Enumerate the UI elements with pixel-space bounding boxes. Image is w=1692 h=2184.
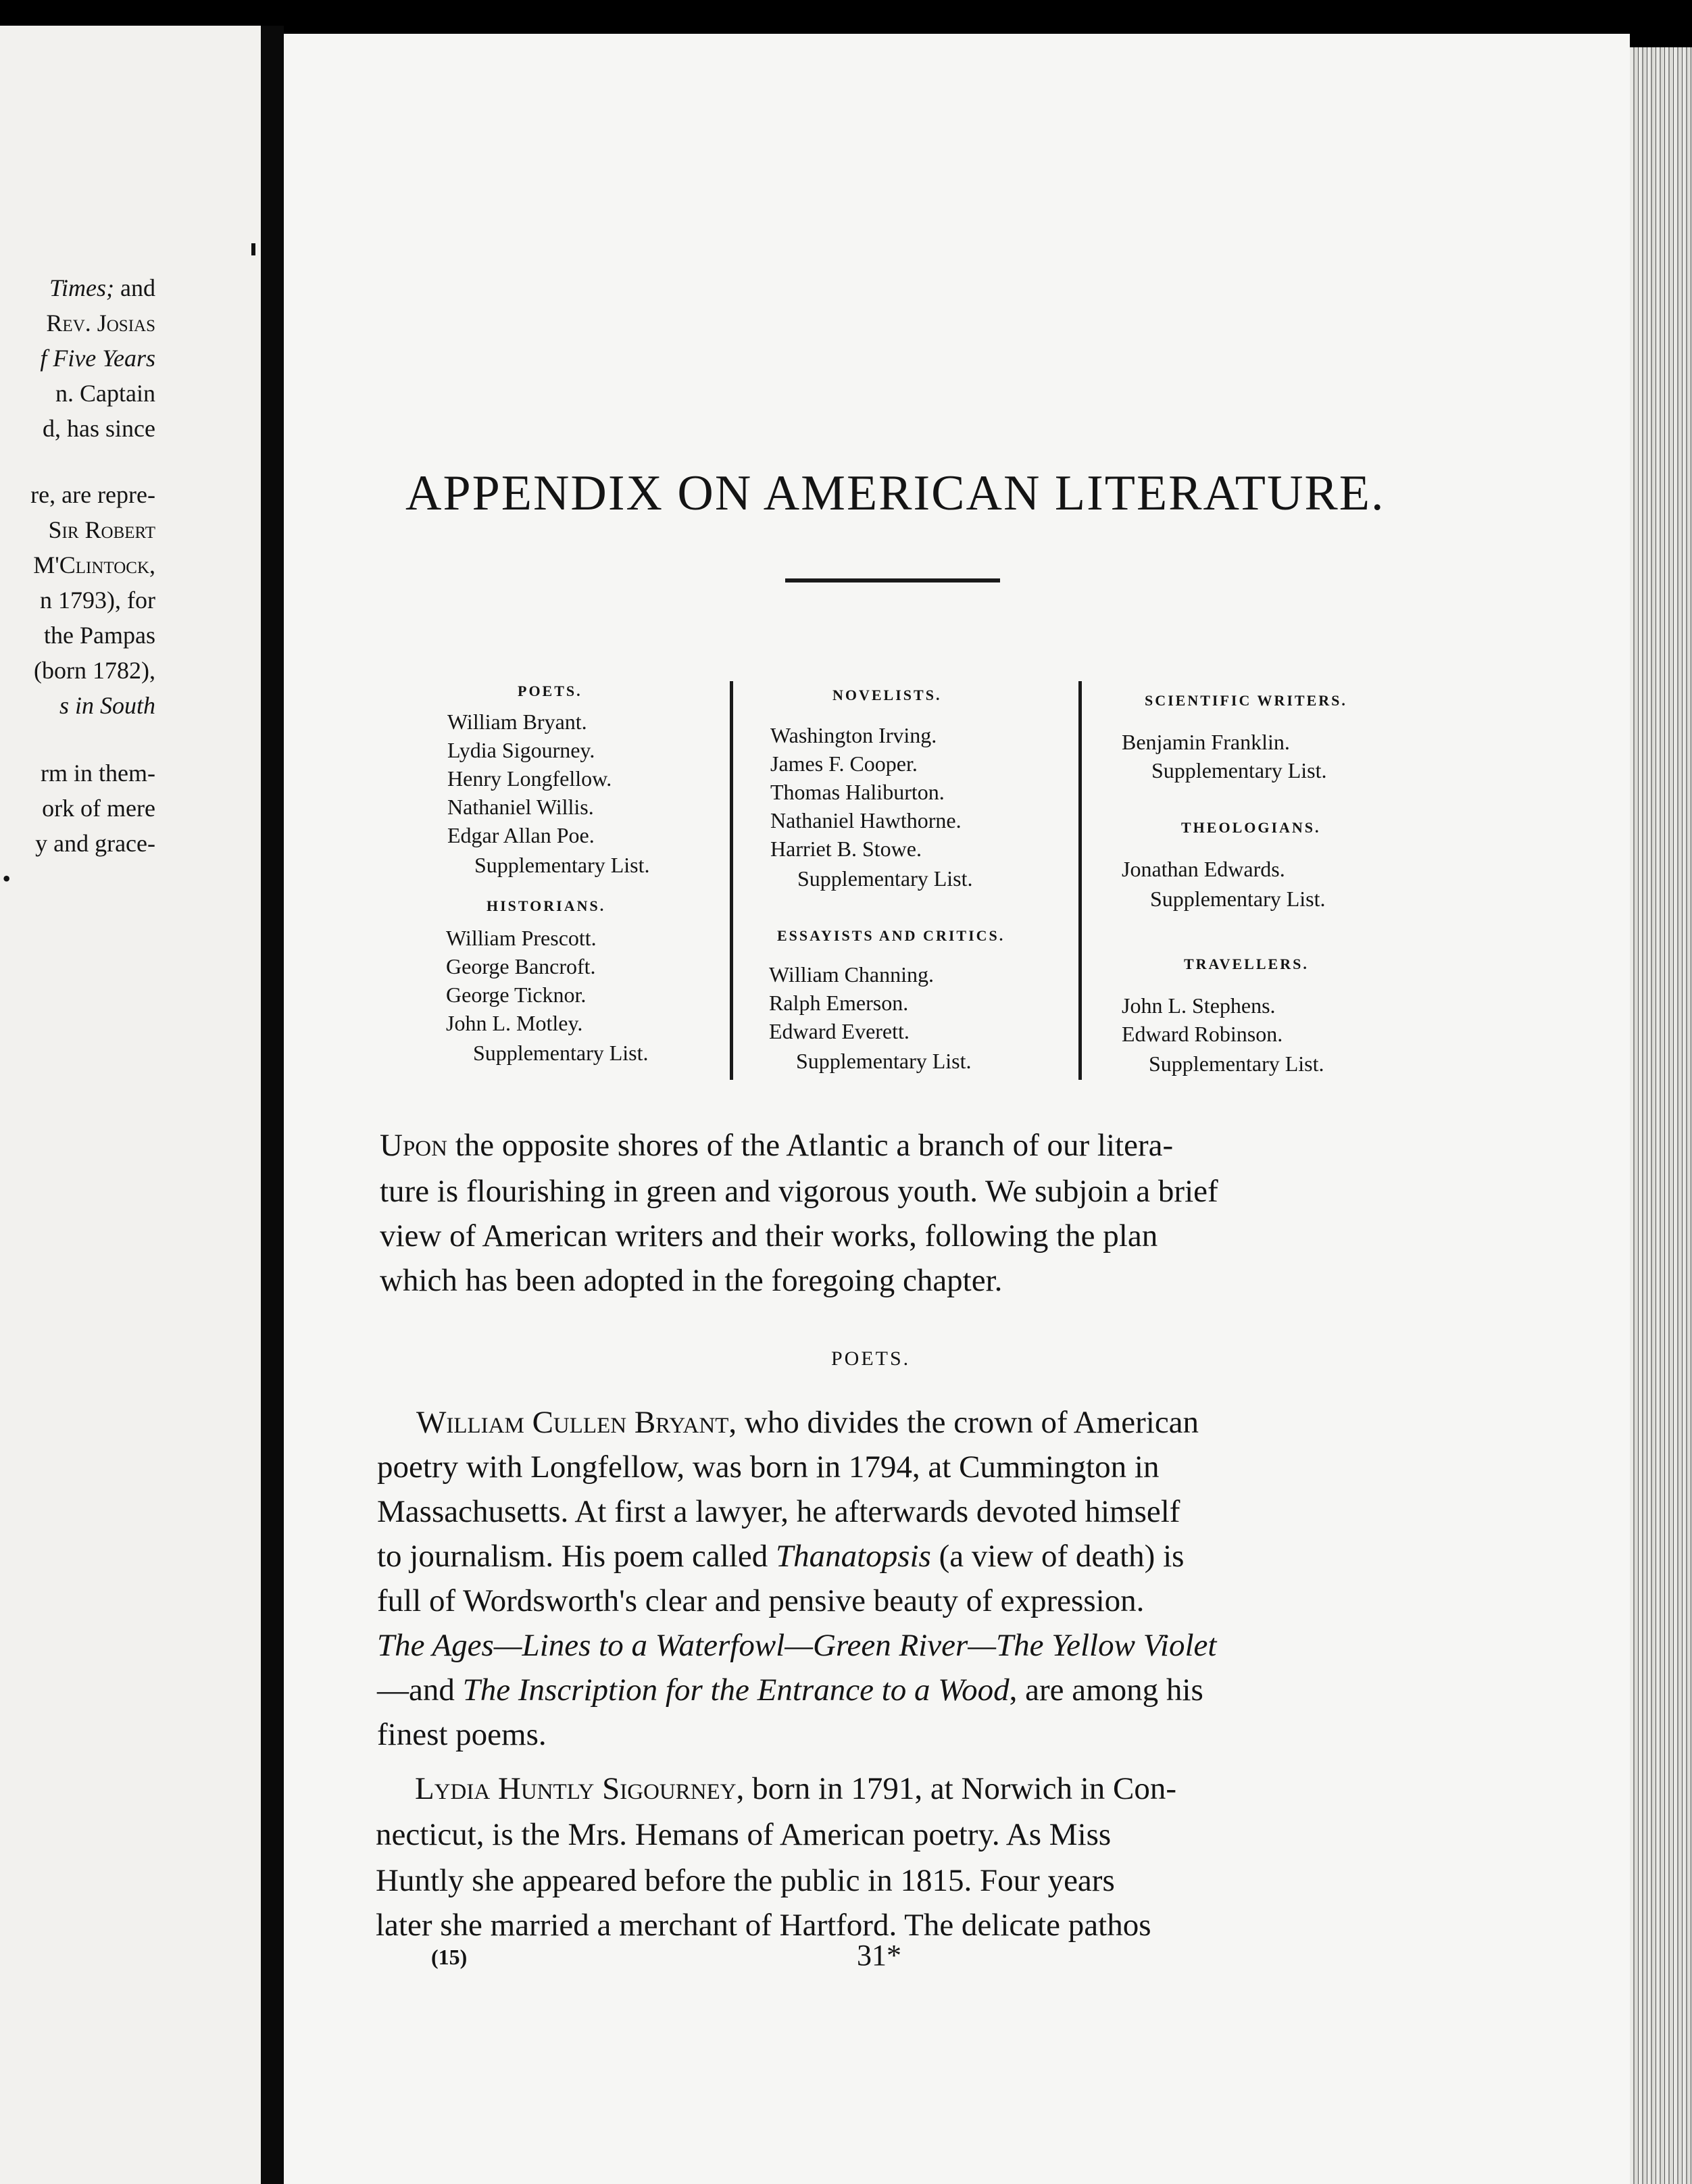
column-divider (730, 681, 733, 1080)
contents-item: Supplementary List. (1151, 758, 1327, 783)
book-gutter (261, 26, 284, 2184)
contents-item: James F. Cooper. (770, 751, 918, 776)
body-line: ture is flourishing in green and vigorous youth. We subjoin a brief (380, 1174, 1218, 1209)
page-stack-edges (1630, 47, 1692, 2184)
contents-item: William Bryant. (447, 710, 587, 734)
contents-item: Supplementary List. (473, 1041, 649, 1065)
contents-item: George Ticknor. (446, 983, 587, 1007)
contents-item: Supplementary List. (797, 866, 973, 891)
contents-item: Nathaniel Hawthorne. (770, 808, 962, 833)
contents-item: William Prescott. (446, 926, 597, 950)
left-line: rm in them- (41, 760, 155, 787)
left-line: d, has since (43, 415, 155, 442)
signature-mark: (15) (431, 1945, 468, 1969)
page-title: APPENDIX ON AMERICAN LITERATURE. (405, 466, 1385, 521)
category-heading: SCIENTIFIC WRITERS. (1145, 692, 1347, 709)
left-line: n. Captain (55, 380, 155, 407)
body-line: poetry with Longfellow, was born in 1794, at Cummington in (377, 1449, 1160, 1485)
contents-item: Supplementary List. (1149, 1051, 1324, 1076)
body-line: full of Wordsworth's clear and pensive beauty of expression. (377, 1583, 1145, 1618)
contents-item: Ralph Emerson. (769, 991, 909, 1015)
body-line: which has been adopted in the foregoing chapter. (380, 1263, 1003, 1298)
left-line: n 1793), for (40, 587, 155, 614)
left-line: y and grace- (35, 830, 155, 857)
contents-item: Nathaniel Willis. (447, 795, 594, 819)
category-heading: HISTORIANS. (487, 897, 606, 914)
author-name: William Cullen Bryant (416, 1405, 729, 1440)
left-line: f Five Years (40, 345, 155, 372)
facing-page-fragment (0, 26, 261, 2184)
body-line: Massachusetts. At first a lawyer, he afterwards devoted himself (377, 1494, 1180, 1529)
contents-item: Supplementary List. (796, 1049, 972, 1073)
contents-item: Edgar Allan Poe. (447, 823, 595, 847)
category-heading: THEOLOGIANS. (1181, 819, 1321, 836)
body-line: Huntly she appeared before the public in 1815. Four years (376, 1863, 1115, 1898)
left-line: Rev. Josias (46, 309, 155, 337)
left-line: ork of mere (42, 795, 155, 822)
category-heading: POETS. (518, 682, 582, 699)
left-line: the Pampas (44, 622, 155, 649)
contents-item: Washington Irving. (770, 723, 937, 747)
body-line: Lydia Huntly Sigourney, born in 1791, at Norwich in Con- (415, 1771, 1176, 1806)
left-line: • (2, 865, 11, 892)
category-heading: ESSAYISTS AND CRITICS. (777, 927, 1005, 944)
body-line: later she married a merchant of Hartford. The delicate pathos (376, 1908, 1151, 1943)
body-line: to journalism. His poem called Thanatopsis (a view of death) is (377, 1539, 1185, 1574)
book-page (284, 34, 1630, 2184)
page-number: 31* (857, 1939, 901, 1972)
left-line: Times; and (49, 274, 155, 301)
left-line: s in South (59, 692, 155, 719)
category-heading: TRAVELLERS. (1184, 956, 1309, 972)
contents-item: Edward Everett. (769, 1019, 910, 1043)
contents-item: Lydia Sigourney. (447, 738, 595, 762)
body-line: —and The Inscription for the Entrance to a Wood, are among his (377, 1672, 1203, 1708)
left-line: (born 1782), (34, 657, 155, 684)
column-divider (1078, 681, 1082, 1080)
page-edge-mark (251, 243, 255, 255)
left-line: Sir Robert (48, 516, 155, 543)
author-name: Lydia Huntly Sigourney (415, 1771, 737, 1806)
contents-item: Jonathan Edwards. (1122, 857, 1285, 881)
title-rule (785, 578, 1000, 582)
contents-item: George Bancroft. (446, 954, 596, 978)
category-heading: NOVELISTS. (832, 687, 942, 703)
body-line: view of American writers and their works, following the plan (380, 1218, 1158, 1254)
contents-item: John L. Stephens. (1122, 993, 1276, 1018)
contents-item: Benjamin Franklin. (1122, 730, 1290, 754)
contents-item: Supplementary List. (1150, 887, 1326, 911)
left-line: M'Clintock, (33, 551, 155, 578)
contents-item: Thomas Haliburton. (770, 780, 945, 804)
contents-item: Supplementary List. (474, 853, 650, 877)
contents-item: Edward Robinson. (1122, 1022, 1283, 1046)
contents-item: William Channing. (769, 962, 935, 987)
body-line: The Ages—Lines to a Waterfowl—Green River—The Yellow Violet (377, 1628, 1217, 1663)
body-line: necticut, is the Mrs. Hemans of American poetry. As Miss (376, 1817, 1112, 1852)
body-line: finest poems. (377, 1717, 547, 1752)
body-line: Upon the opposite shores of the Atlantic a branch of our litera- (380, 1128, 1174, 1163)
contents-item: John L. Motley. (446, 1011, 583, 1035)
contents-item: Harriet B. Stowe. (770, 837, 922, 861)
section-heading: POETS. (831, 1347, 911, 1370)
contents-item: Henry Longfellow. (447, 766, 612, 791)
left-line: re, are repre- (30, 481, 155, 508)
body-line: William Cullen Bryant, who divides the crown of American (416, 1405, 1199, 1440)
